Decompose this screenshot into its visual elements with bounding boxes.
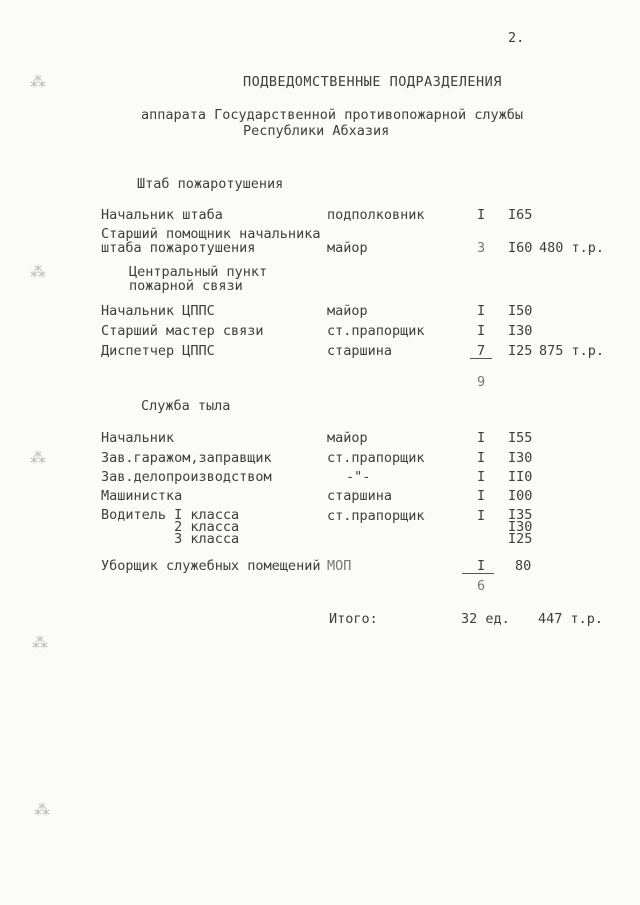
row-salary: I25 bbox=[508, 343, 533, 359]
row-rank: старшина bbox=[327, 488, 393, 504]
row-salary: I50 bbox=[508, 303, 533, 319]
row-salary: II0 bbox=[508, 469, 533, 485]
row-rank: подполковник bbox=[327, 207, 425, 223]
row-rank: МОП bbox=[327, 558, 352, 574]
row-count: I bbox=[477, 207, 486, 223]
row-total: 480 т.р. bbox=[539, 240, 605, 256]
row-salary: I35 I30 I25 bbox=[508, 507, 533, 547]
row-count: I bbox=[477, 469, 486, 485]
subtotal: 6 bbox=[477, 578, 486, 594]
row-position: Уборщик служебных помещений bbox=[101, 558, 321, 574]
row-salary: I65 bbox=[508, 207, 533, 223]
section-title-tyl: Служба тыла bbox=[141, 398, 231, 414]
row-position: Водитель I класса 2 класса 3 класса bbox=[101, 507, 240, 547]
row-salary: I00 bbox=[508, 488, 533, 504]
row-position: Зав.делопроизводством bbox=[101, 469, 272, 485]
row-rank: майор bbox=[327, 240, 368, 256]
row-rank: майор bbox=[327, 430, 368, 446]
row-position: Начальник ЦППС bbox=[101, 303, 215, 319]
total-sum: 447 т.р. bbox=[538, 611, 604, 627]
row-position: Старший мастер связи bbox=[101, 323, 264, 339]
subtotal: 9 bbox=[477, 374, 486, 390]
row-position: Начальник штаба bbox=[101, 207, 223, 223]
document-subtitle-republic: Республики Абхазия bbox=[243, 123, 390, 139]
punch-hole-mark: ⁂ bbox=[30, 262, 46, 281]
total-units: 32 ед. bbox=[461, 611, 510, 627]
row-rank: ст.прапорщик bbox=[327, 323, 425, 339]
row-position: Зав.гаражом,заправщик bbox=[101, 450, 272, 466]
row-count: 3 bbox=[477, 240, 486, 256]
row-salary: I55 bbox=[508, 430, 533, 446]
punch-hole-mark: ⁂ bbox=[32, 633, 48, 652]
row-salary: I30 bbox=[508, 450, 533, 466]
row-rank: ст.прапорщик bbox=[327, 450, 425, 466]
punch-hole-mark: ⁂ bbox=[30, 448, 46, 467]
row-position: Машинистка bbox=[101, 488, 183, 504]
row-count: I bbox=[477, 508, 486, 524]
row-salary: I60 bbox=[508, 240, 533, 256]
row-position: Начальник bbox=[101, 430, 175, 446]
row-count: I bbox=[477, 450, 486, 466]
row-count: I bbox=[462, 559, 494, 574]
row-count: I bbox=[477, 430, 486, 446]
row-count: I bbox=[477, 303, 486, 319]
row-rank: майор bbox=[327, 303, 368, 319]
row-rank: старшина bbox=[327, 343, 393, 359]
total-label: Итого: bbox=[329, 611, 378, 627]
punch-hole-mark: ⁂ bbox=[34, 800, 50, 819]
row-count: I bbox=[477, 488, 486, 504]
section-title-tspps: Центральный пункт пожарной связи bbox=[129, 264, 268, 294]
punch-hole-mark: ⁂ bbox=[30, 72, 46, 91]
row-count: 7 bbox=[470, 344, 492, 359]
section-title-shtab: Штаб пожаротушения bbox=[137, 176, 284, 192]
row-rank: ст.прапорщик bbox=[327, 508, 425, 524]
row-salary: I30 bbox=[508, 323, 533, 339]
document-title: ПОДВЕДОМСТВЕННЫЕ ПОДРАЗДЕЛЕНИЯ bbox=[243, 74, 502, 90]
row-salary: 80 bbox=[515, 558, 532, 574]
page-number: 2. bbox=[508, 30, 525, 46]
row-position: Старший помощник начальника штаба пожаротушения bbox=[101, 226, 321, 256]
row-count: I bbox=[477, 323, 486, 339]
row-rank: -"- bbox=[346, 469, 371, 485]
row-position: Диспетчер ЦППС bbox=[101, 343, 215, 359]
document-subtitle: аппарата Государственной противопожарной службы bbox=[141, 107, 524, 123]
row-total: 875 т.р. bbox=[539, 343, 605, 359]
